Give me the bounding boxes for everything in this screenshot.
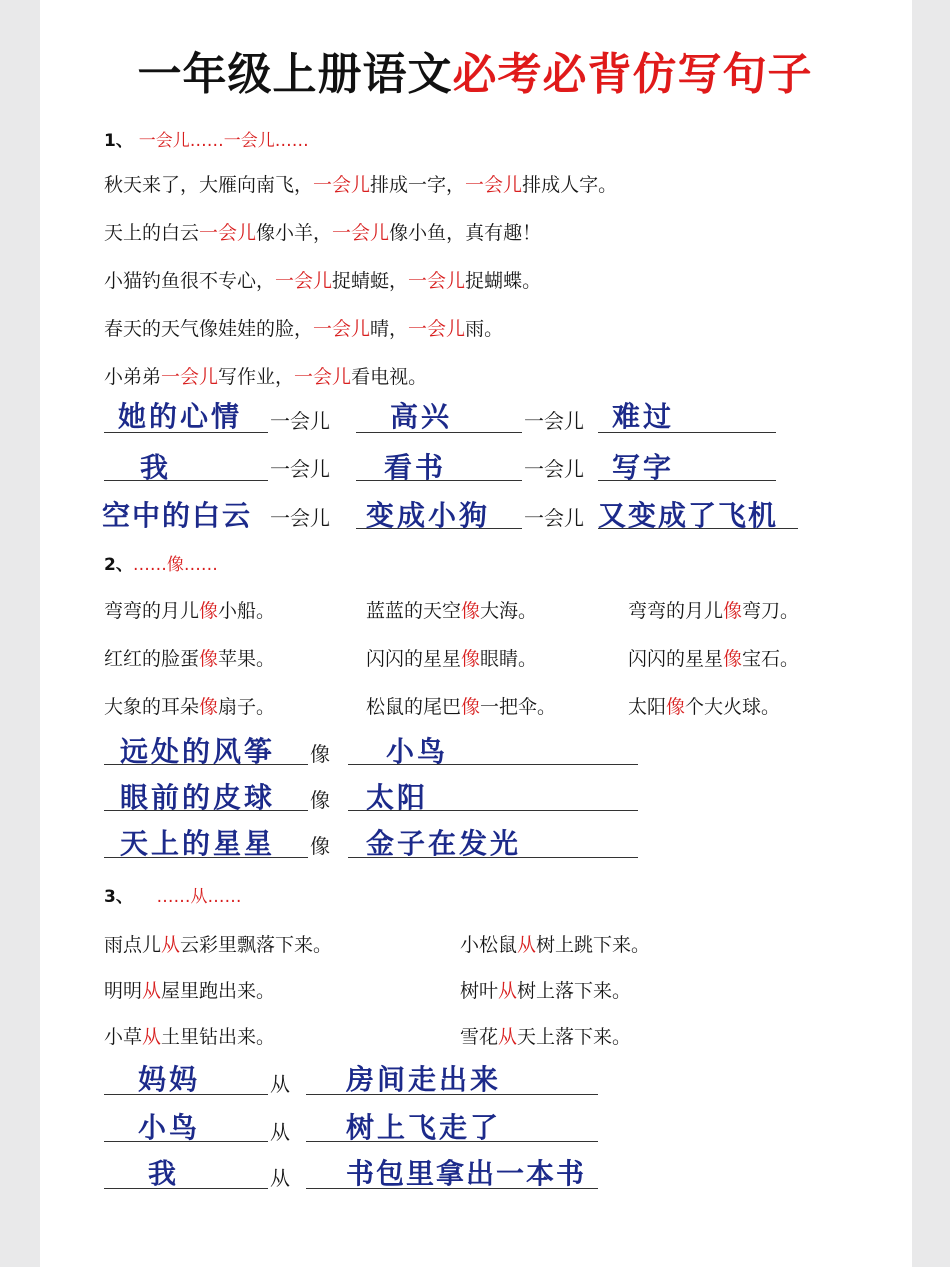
answer-subject: 我 — [148, 1157, 180, 1190]
answer-second: 写字 — [612, 451, 675, 484]
connector-text: 一会儿 — [524, 457, 584, 481]
section-1-heading — [104, 126, 309, 151]
example-item: 小草从土里钻出来。 — [104, 1026, 276, 1048]
connector-text: 像 — [310, 742, 330, 766]
example-item: 闪闪的星星像眼睛。 — [366, 648, 538, 670]
blank-line — [306, 1141, 598, 1142]
example-item: 雨点儿从云彩里飘落下来。 — [104, 934, 333, 956]
example-item: 雪花从天上落下来。 — [460, 1026, 632, 1048]
example-item: 松鼠的尾巴像一把伞。 — [366, 696, 557, 718]
section-3-heading — [104, 882, 242, 907]
connector-text: 一会儿 — [524, 409, 584, 433]
example-line: 天上的白云一会儿像小羊，一会儿像小鱼，真有趣！ — [104, 222, 542, 244]
answer-object: 房间走出来 — [346, 1063, 502, 1096]
example-item: 闪闪的星星像宝石。 — [628, 648, 800, 670]
connector-text: 从 — [270, 1072, 290, 1096]
section-number: 3、 — [104, 887, 133, 907]
example-item: 太阳像个大火球。 — [628, 696, 781, 718]
answer-subject: 空中的白云 — [102, 499, 253, 532]
blank-line — [356, 480, 522, 481]
blank-line — [348, 857, 638, 858]
answer-object: 太阳 — [366, 781, 429, 814]
section-2-heading — [104, 550, 218, 575]
example-line: 秋天来了，大雁向南飞，一会儿排成一字，一会儿排成人字。 — [104, 174, 618, 196]
answer-subject: 眼前的皮球 — [120, 781, 276, 814]
blank-line — [598, 432, 776, 433]
example-item: 小松鼠从树上跳下来。 — [460, 934, 651, 956]
blank-line — [104, 1141, 268, 1142]
title-black: 一年级上册语文 — [137, 49, 453, 100]
answer-subject: 天上的星星 — [120, 827, 276, 860]
blank-line — [104, 764, 308, 765]
example-item: 红红的脸蛋像苹果。 — [104, 648, 276, 670]
blank-line — [104, 480, 268, 481]
title-red: 必考必背仿写句子 — [452, 49, 813, 100]
answer-subject: 她的心情 — [118, 400, 243, 433]
section-pattern: ……从…… — [156, 887, 242, 907]
example-item: 树叶从树上落下来。 — [460, 980, 632, 1002]
blank-line — [348, 810, 638, 811]
answer-object: 金子在发光 — [366, 827, 522, 860]
section-number: 1、 — [104, 131, 133, 151]
answer-first: 看书 — [384, 451, 447, 484]
example-item: 弯弯的月儿像小船。 — [104, 600, 276, 622]
example-line: 春天的天气像娃娃的脸，一会儿晴，一会儿雨。 — [104, 318, 504, 340]
example-line: 小弟弟一会儿写作业，一会儿看电视。 — [104, 366, 428, 388]
blank-line — [356, 432, 522, 433]
answer-subject: 远处的风筝 — [120, 735, 276, 768]
answer-subject: 小鸟 — [138, 1111, 201, 1144]
blank-line — [598, 480, 776, 481]
answer-subject: 我 — [140, 451, 172, 484]
blank-line — [348, 764, 638, 765]
answer-second: 难过 — [612, 400, 675, 433]
blank-line — [104, 1188, 268, 1189]
example-item: 明明从屋里跑出来。 — [104, 980, 276, 1002]
example-item: 大象的耳朵像扇子。 — [104, 696, 276, 718]
blank-line — [356, 528, 522, 529]
example-item: 弯弯的月儿像弯刀。 — [628, 600, 800, 622]
page-title — [0, 38, 950, 102]
connector-text: 从 — [270, 1166, 290, 1190]
answer-object: 小鸟 — [386, 735, 449, 768]
blank-line — [104, 1094, 268, 1095]
answer-first: 高兴 — [390, 400, 453, 433]
connector-text: 一会儿 — [270, 506, 330, 530]
connector-text: 一会儿 — [270, 409, 330, 433]
blank-line — [306, 1188, 598, 1189]
blank-line — [104, 432, 268, 433]
blank-line — [306, 1094, 598, 1095]
blank-line — [104, 810, 308, 811]
connector-text: 像 — [310, 788, 330, 812]
connector-text: 像 — [310, 834, 330, 858]
section-pattern: ……像…… — [132, 555, 218, 575]
answer-subject: 妈妈 — [138, 1063, 201, 1096]
section-number: 2、 — [104, 555, 133, 575]
answer-object: 树上飞走了 — [346, 1111, 502, 1144]
answer-second: 又变成了飞机 — [598, 499, 779, 532]
section-pattern: 一会儿……一会儿…… — [138, 131, 309, 151]
answer-object: 书包里拿出一本书 — [346, 1157, 587, 1190]
answer-first: 变成小狗 — [366, 499, 491, 532]
connector-text: 一会儿 — [270, 457, 330, 481]
blank-line — [104, 857, 308, 858]
connector-text: 一会儿 — [524, 506, 584, 530]
blank-line — [598, 528, 798, 529]
example-line: 小猫钓鱼很不专心，一会儿捉蜻蜓，一会儿捉蝴蝶。 — [104, 270, 542, 292]
connector-text: 从 — [270, 1120, 290, 1144]
example-item: 蓝蓝的天空像大海。 — [366, 600, 538, 622]
